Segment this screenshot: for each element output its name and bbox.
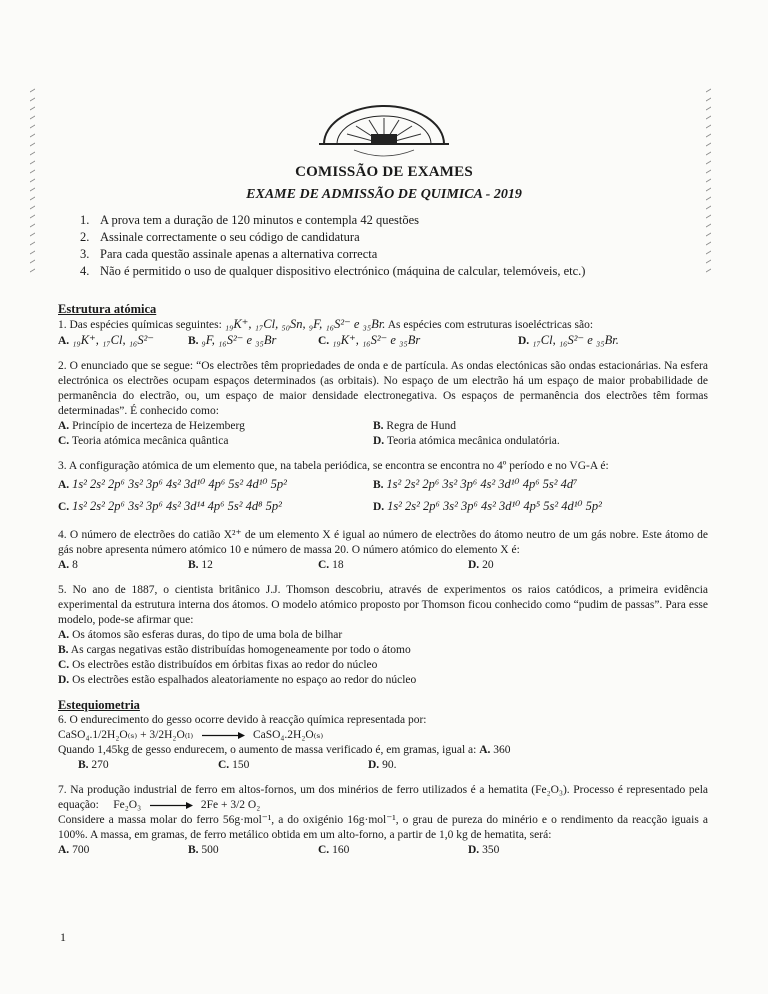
question-3: 3. A configuração atómica de um elemento que, na tabela periódica, se encontra se encontra no 4º período e no VG-A é: A. 1s² 2s² 2p⁶ 3s² 3p⁶ 4s² 3d¹⁰ 4p⁶ 5s² 4d¹⁰ 5p² B. 1s² 2s² 2p⁶ 3s² 3p⁶ 4s² 3d¹⁰ 4p⁶ 5s² 4d⁷ C. 1s² 2s² 2p⁶ 3s² 3p⁶ 4s² 3d¹⁴ 4p⁶ 5s² 4d⁸ 5p² D. 1s² 2s² 2p⁶ 3s² 3p⁶ 4s² 3d¹⁰ 4p⁵ 5s² 4d¹⁰ 5p² bbox=[58, 459, 708, 518]
exam-rules bbox=[80, 212, 720, 280]
option-c[interactable]: C. 18 bbox=[318, 559, 344, 571]
reaction-arrow-icon bbox=[148, 801, 194, 810]
option-a[interactable]: A. 700 bbox=[58, 844, 90, 856]
page-number: 1 bbox=[60, 930, 66, 944]
commission-title: COMISSÃO DE EXAMES bbox=[295, 164, 473, 180]
question-5: 5. No ano de 1887, o cientista britânico J.J. Thomson descobriu, através de experimentos os raios catódicos, a primeira evidência experimental da estrutura interna dos átomos. O modelo atómico proposto por Thomson ficou conhecido como “pudim de passas”. Para esse modelo, pode-se afirmar que: A. Os átomos são esferas duras, do tipo de uma bola de bilhar B. As cargas negativas estão distribuídas homogeneamente por todo o átomo C. Os electrões estão distribuídos em órbitas fixas ao redor do núcleo D. Os electrões estão espalhados aleatoriamente no espaço ao redor do núcleo bbox=[58, 584, 708, 686]
questions-body bbox=[58, 302, 708, 858]
option-d[interactable]: D. 350 bbox=[468, 844, 500, 856]
question-6: 6. O endurecimento do gesso ocorre devido à reacção química representada por: CaSO₄.1/2H₂O₍ₛ₎ + 3/2H₂O₍ₗ₎ CaSO₄.2H₂O₍ₛ₎ Quando 1,45kg de gesso endurecem, o aumento de massa verificado é, em gramas, igual a: A. 360 B. 270 C. 150 D. 90. bbox=[58, 713, 708, 773]
exam-header bbox=[0, 100, 768, 203]
section-title-atomic-structure: Estrutura atómica bbox=[58, 302, 157, 316]
option-c[interactable]: C. 160 bbox=[318, 844, 350, 856]
exam-title: EXAME DE ADMISSÃO DE QUIMICA - 2019 bbox=[246, 187, 522, 202]
rule-item: 3. Para cada questão assinale apenas a alternativa correcta bbox=[80, 247, 378, 261]
equation: CaSO₄.1/2H₂O₍ₛ₎ + 3/2H₂O₍ₗ₎ CaSO₄.2H₂O₍ₛ₎ bbox=[58, 729, 324, 741]
option-c[interactable]: C. 1s² 2s² 2p⁶ 3s² 3p⁶ 4s² 3d¹⁴ 4p⁶ 5s² 4d⁸ 5p² bbox=[58, 499, 282, 513]
option-d[interactable]: D. Teoria atómica mecânica ondulatória. bbox=[373, 435, 560, 447]
option-c[interactable]: C. ₁₉K⁺, ₁₆S²⁻ e ₃₅Br bbox=[318, 333, 421, 347]
option-a[interactable]: A. Os átomos são esferas duras, do tipo de uma bola de bilhar bbox=[58, 629, 343, 641]
option-d[interactable]: D. ₁₇Cl, ₁₆S²⁻ e ₃₅Br. bbox=[518, 333, 619, 347]
option-d[interactable]: D. 90. bbox=[368, 759, 397, 771]
option-a[interactable]: A. 360 bbox=[479, 744, 511, 756]
university-seal-icon bbox=[309, 100, 459, 162]
option-b[interactable]: B. As cargas negativas estão distribuídas homogeneamente por todo o átomo bbox=[58, 644, 411, 656]
option-c[interactable]: C. 150 bbox=[218, 759, 250, 771]
rule-item: 1. A prova tem a duração de 120 minutos e contempla 42 questões bbox=[80, 213, 420, 227]
question-1: 1. Das espécies químicas seguintes: ₁₉K⁺, ₁₇Cl, ₅₀Sn, ₉F, ₁₆S²⁻ e ₃₅Br. As espécies com estruturas isoeléctricas são: A. ₁₉K⁺, ₁₇Cl, ₁₆S²⁻ B. ₉F, ₁₆S²⁻ e ₃₅Br C. ₁₉K⁺, ₁₆S²⁻ e ₃₅Br D. ₁₇Cl, ₁₆S²⁻ e ₃₅Br. bbox=[58, 317, 708, 349]
reaction-arrow-icon bbox=[200, 731, 246, 740]
option-a[interactable]: A. Princípio de incerteza de Heizemberg bbox=[58, 420, 245, 432]
option-a[interactable]: A. ₁₉K⁺, ₁₇Cl, ₁₆S²⁻ bbox=[58, 333, 154, 347]
option-d[interactable]: D. 1s² 2s² 2p⁶ 3s² 3p⁶ 4s² 3d¹⁰ 4p⁵ 5s² 4d¹⁰ 5p² bbox=[373, 499, 602, 513]
rule-item: 2. Assinale correctamente o seu código de candidatura bbox=[80, 230, 360, 244]
option-b[interactable]: B. 12 bbox=[188, 559, 213, 571]
rule-item: 4. Não é permitido o uso de qualquer dispositivo electrónico (máquina de calcular, telemóveis, etc.) bbox=[80, 264, 586, 278]
option-a[interactable]: A. 1s² 2s² 2p⁶ 3s² 3p⁶ 4s² 3d¹⁰ 4p⁶ 5s² 4d¹⁰ 5p² bbox=[58, 477, 287, 491]
option-c[interactable]: C. Os electrões estão distribuídos em órbitas fixas ao redor do núcleo bbox=[58, 659, 378, 671]
option-a[interactable]: A. 8 bbox=[58, 559, 78, 571]
question-4: 4. O número de electrões do catião X²⁺ de um elemento X é igual ao número de electrões do átomo neutro de um gás nobre. Este átomo de gás nobre apresenta número atómico 10 e número de massa 20. O número atómico do elemento X é: A. 8 B. 12 C. 18 D. 20 bbox=[58, 529, 708, 571]
option-b[interactable]: B. 1s² 2s² 2p⁶ 3s² 3p⁶ 4s² 3d¹⁰ 4p⁶ 5s² 4d⁷ bbox=[373, 477, 578, 491]
option-c[interactable]: C. Teoria atómica mecânica quântica bbox=[58, 435, 229, 447]
section-title-stoichiometry: Estequiometria bbox=[58, 698, 140, 712]
question-2: 2. O enunciado que se segue: “Os electrões têm propriedades de onda e de partícula. As ondas electónicas são ondas estacionárias. Na esfera electrónica os electrões ocupam espaços determinados (as orbitais). No espaço de um electrão há um espaço de maior probabilidade de permanência do electrão, ou, um espaço de maior densidade electronegativa. Os espaços de permanência dos electrões têm formas determinadas”. É conhecido como: A. Princípio de incerteza de Heizemberg B. Regra de Hund C. Teoria atómica mecânica quântica D. Teoria atómica mecânica ondulatória. bbox=[58, 360, 708, 447]
option-b[interactable]: B. 500 bbox=[188, 844, 219, 856]
option-d[interactable]: D. Os electrões estão espalhados aleatoriamente no espaço ao redor do núcleo bbox=[58, 674, 417, 686]
option-b[interactable]: B. ₉F, ₁₆S²⁻ e ₃₅Br bbox=[188, 333, 277, 347]
option-b[interactable]: B. 270 bbox=[78, 759, 109, 771]
option-d[interactable]: D. 20 bbox=[468, 559, 494, 571]
question-7: 7. Na produção industrial de ferro em altos-fornos, um dos minérios de ferro utilizados é a hematita (Fe₂O₃). Processo é representado pela equação: Fe₂O₃ 2Fe + 3/2 O₂ Considere a massa molar do ferro 56g·mol⁻¹, a do oxigénio 16g·mol⁻¹, o grau de pureza do minério e o rendimento da reacção iguais a 100%. A massa, em gramas, de ferro metálico obtida em um alto-forno, a partir de 1,0 kg de hematita, será: A. 700 B. 500 C. 160 D. 350 bbox=[58, 784, 708, 856]
option-b[interactable]: B. Regra de Hund bbox=[373, 420, 457, 432]
